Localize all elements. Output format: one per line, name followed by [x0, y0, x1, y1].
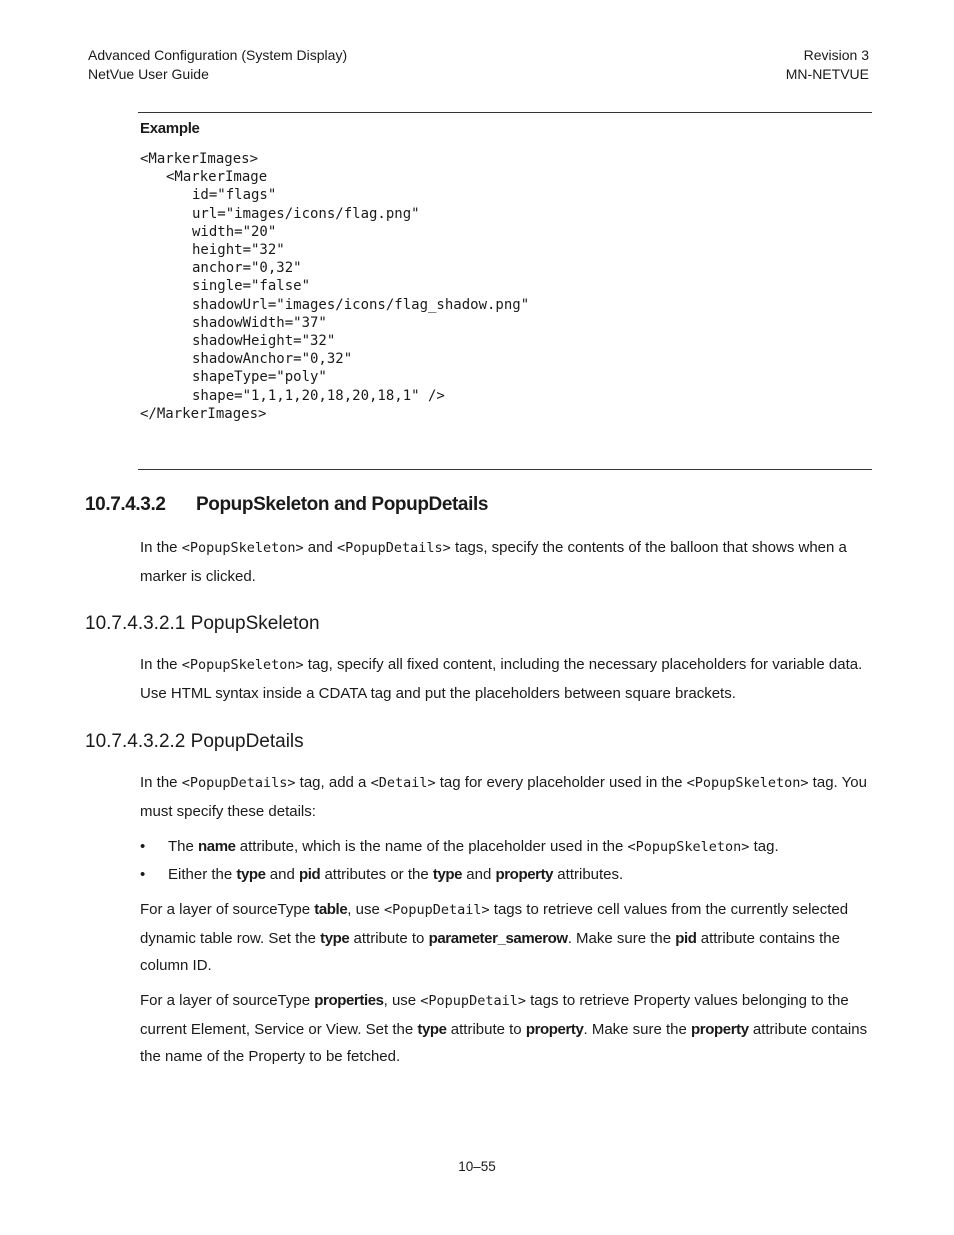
text-run: and [265, 866, 299, 883]
text-run: . Make sure the [567, 929, 676, 947]
text-run: tags, specify the contents of the balloon that shows when a marker is clicked. [140, 539, 847, 585]
code-inline: <PopupSkeleton> [181, 657, 304, 673]
bold-term: parameter_samerow [428, 929, 568, 947]
code-line: shapeType="poly" [192, 369, 327, 386]
popupdetails-paragraph [140, 769, 874, 825]
bold-term: property [495, 866, 554, 883]
code-inline: <PopupSkeleton> [627, 839, 750, 855]
code-inline: <PopupSkeleton> [181, 540, 304, 556]
example-label: Example [140, 120, 200, 137]
page-header-left [88, 46, 347, 84]
text-run: Either the [168, 866, 237, 883]
text-run: The [168, 838, 199, 855]
bold-term: table [314, 901, 348, 918]
bold-term: type [236, 866, 266, 883]
header-revision: Revision 3 [803, 47, 869, 63]
code-line: shadowAnchor="0,32" [192, 351, 353, 368]
bold-term: name [198, 838, 236, 855]
popupskeleton-paragraph [140, 651, 874, 707]
bullet-item [140, 861, 779, 888]
bold-term: property [691, 1020, 749, 1038]
code-line: id="flags" [192, 187, 277, 204]
section-number: 10.7.4.3.2 [85, 494, 166, 515]
header-chapter-title: Advanced Configuration (System Display) [88, 47, 348, 63]
table-sourcetype-paragraph [140, 896, 874, 980]
text-run: attribute, which is the name of the placeholder used in the [235, 838, 628, 855]
text-run: tags to retrieve Property values belonging to the current Element, Service or View. Set the [140, 992, 849, 1038]
section-title: PopupSkeleton and PopupDetails [196, 494, 489, 515]
bold-term: type [432, 866, 463, 883]
bold-term: properties [314, 992, 384, 1009]
text-run: attributes or the [320, 866, 433, 883]
section-intro-paragraph [140, 534, 874, 590]
code-inline: <PopupDetails> [337, 540, 451, 556]
text-run: attribute to [349, 929, 429, 947]
text-run: and [462, 866, 496, 883]
text-run: . Make sure the [583, 1020, 692, 1038]
code-line: anchor="0,32" [192, 260, 302, 277]
code-line: shadowWidth="37" [192, 314, 327, 331]
text-run: tag, add a [295, 774, 371, 791]
header-document-title: NetVue User Guide [88, 66, 209, 82]
text-run: tags to retrieve cell values from the currently selected dynamic table row. Set the [140, 901, 849, 947]
text-run: tag. [749, 838, 779, 855]
text-run: attribute contains the name of the Property to be fetched. [140, 1020, 868, 1065]
example-top-rule [138, 112, 872, 113]
bold-term: property [525, 1020, 584, 1038]
page-header-right [786, 46, 869, 84]
text-run: In the [140, 656, 182, 673]
bold-term: type [320, 929, 350, 947]
bold-term: pid [675, 929, 697, 947]
section-heading [85, 494, 488, 516]
code-inline: <PopupDetails> [181, 775, 296, 791]
code-line: width="20" [192, 223, 277, 240]
code-line: <MarkerImage [166, 169, 268, 186]
text-run: tag. You must specify these details: [140, 774, 867, 820]
text-run: attributes. [553, 866, 624, 883]
text-run: and [303, 539, 337, 556]
example-code-block [140, 150, 529, 423]
header-document-id: MN-NETVUE [785, 66, 869, 82]
text-run: In the [140, 539, 182, 556]
code-inline: <Detail> [370, 775, 436, 791]
code-line: url="images/icons/flag.png" [192, 205, 420, 222]
bold-term: pid [299, 866, 321, 883]
code-line: shadowUrl="images/icons/flag_shadow.png" [192, 296, 530, 313]
popupdetails-heading: 10.7.4.3.2.2 PopupDetails [85, 731, 304, 752]
properties-sourcetype-paragraph [140, 987, 874, 1071]
code-line: single="false" [192, 278, 311, 295]
code-line: height="32" [192, 242, 285, 259]
popupskeleton-heading: 10.7.4.3.2.1 PopupSkeleton [85, 613, 320, 634]
code-inline: <PopupDetail> [383, 902, 490, 918]
page-number: 10–55 [458, 1159, 496, 1174]
code-inline: <PopupSkeleton> [686, 775, 809, 791]
text-run: For a layer of sourceType [140, 992, 315, 1009]
code-line: </MarkerImages> [140, 405, 267, 422]
bold-term: type [417, 1020, 447, 1038]
example-bottom-rule [138, 469, 872, 470]
text-run: attribute to [446, 1020, 526, 1038]
code-line: shadowHeight="32" [192, 333, 336, 350]
text-run: attribute contains the column ID. [140, 929, 840, 974]
text-run: tag for every placeholder used in the [435, 774, 687, 791]
text-run: , use [347, 901, 384, 918]
code-line: <MarkerImages> [140, 151, 259, 167]
bullet-item [140, 833, 779, 861]
text-run: In the [140, 774, 182, 791]
code-line: shape="1,1,1,20,18,20,18,1" /> [192, 387, 445, 404]
text-run: tag, specify all fixed content, including the necessary placeholders for variable data. Use HTML syntax inside a CDATA tag and put the placeholders between square brackets. [140, 656, 863, 702]
text-run: For a layer of sourceType [140, 901, 315, 918]
code-inline: <PopupDetail> [420, 993, 526, 1009]
text-run: , use [383, 992, 421, 1009]
popupdetails-bullet-list [140, 833, 779, 888]
